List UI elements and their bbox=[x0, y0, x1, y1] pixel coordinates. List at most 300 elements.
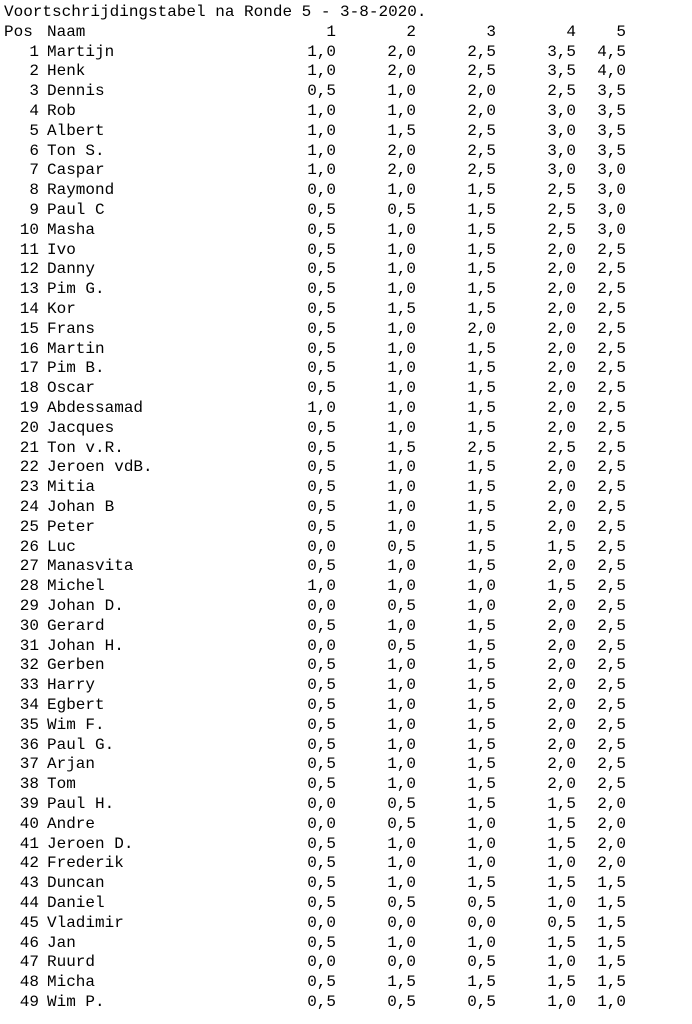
row-score-round-2: 2,0 bbox=[387, 42, 416, 61]
row-score-round-1: 1,0 bbox=[307, 141, 336, 160]
row-score-round-4: 2,0 bbox=[547, 557, 576, 576]
header-round-1: 1 bbox=[326, 22, 336, 41]
row-naam: Pim B. bbox=[47, 359, 105, 378]
row-score-round-1: 0,5 bbox=[307, 973, 336, 992]
row-score-round-3: 2,5 bbox=[467, 62, 496, 81]
row-naam: Johan H. bbox=[47, 636, 124, 655]
row-score-round-3: 1,5 bbox=[467, 676, 496, 695]
row-pos: 20 bbox=[19, 418, 39, 437]
row-score-round-5: 3,0 bbox=[597, 181, 626, 200]
header-round-3: 3 bbox=[486, 22, 496, 41]
row-score-round-3: 1,5 bbox=[467, 755, 496, 774]
row-score-round-5: 1,5 bbox=[597, 894, 626, 912]
row-score-round-2: 0,5 bbox=[387, 201, 416, 219]
row-score-round-4: 2,0 bbox=[547, 498, 576, 516]
row-score-round-2: 2,0 bbox=[387, 161, 416, 180]
row-naam: Vladimir bbox=[47, 913, 124, 932]
row-score-round-3: 1,5 bbox=[467, 478, 496, 497]
row-pos: 3 bbox=[29, 82, 39, 101]
row-naam: Frans bbox=[47, 319, 96, 338]
row-pos: 15 bbox=[19, 319, 39, 338]
row-pos: 16 bbox=[19, 339, 39, 358]
row-score-round-4: 2,0 bbox=[547, 300, 576, 318]
row-score-round-5: 2,0 bbox=[597, 834, 626, 853]
header-round-5: 5 bbox=[616, 22, 626, 41]
row-score-round-2: 1,0 bbox=[387, 181, 416, 200]
row-pos: 49 bbox=[19, 993, 39, 1011]
row-score-round-2: 1,5 bbox=[387, 121, 416, 140]
row-score-round-1: 0,5 bbox=[307, 220, 336, 239]
row-score-round-4: 2,0 bbox=[547, 359, 576, 378]
row-score-round-1: 0,5 bbox=[307, 755, 336, 774]
row-pos: 45 bbox=[19, 913, 39, 932]
row-score-round-5: 2,5 bbox=[597, 517, 626, 536]
row-pos: 36 bbox=[19, 735, 39, 754]
row-score-round-5: 2,5 bbox=[597, 240, 626, 259]
row-score-round-4: 2,0 bbox=[547, 517, 576, 536]
row-score-round-3: 1,5 bbox=[467, 973, 496, 992]
row-score-round-2: 1,5 bbox=[387, 300, 416, 318]
row-score-round-1: 0,0 bbox=[307, 537, 336, 556]
row-pos: 2 bbox=[29, 62, 39, 81]
row-score-round-4: 2,0 bbox=[547, 458, 576, 477]
row-score-round-5: 2,5 bbox=[597, 399, 626, 417]
row-pos: 40 bbox=[19, 814, 39, 833]
row-score-round-4: 2,0 bbox=[547, 478, 576, 497]
row-naam: Paul H. bbox=[47, 795, 115, 813]
row-score-round-3: 2,0 bbox=[467, 319, 496, 338]
row-score-round-5: 1,5 bbox=[597, 973, 626, 992]
row-score-round-5: 3,0 bbox=[597, 220, 626, 239]
row-naam: Peter bbox=[47, 517, 96, 536]
row-score-round-1: 0,5 bbox=[307, 775, 336, 794]
row-score-round-5: 1,5 bbox=[597, 874, 626, 893]
row-score-round-2: 1,0 bbox=[387, 577, 416, 596]
row-score-round-3: 1,5 bbox=[467, 616, 496, 635]
row-score-round-4: 2,0 bbox=[547, 696, 576, 714]
row-pos: 9 bbox=[29, 201, 39, 219]
row-score-round-4: 2,5 bbox=[547, 181, 576, 200]
row-score-round-1: 0,5 bbox=[307, 339, 336, 358]
row-score-round-1: 0,5 bbox=[307, 498, 336, 516]
row-score-round-3: 1,5 bbox=[467, 656, 496, 675]
row-score-round-3: 1,0 bbox=[467, 854, 496, 873]
row-score-round-1: 0,5 bbox=[307, 715, 336, 734]
row-score-round-2: 1,0 bbox=[387, 656, 416, 675]
header-naam: Naam bbox=[47, 22, 86, 41]
row-score-round-2: 1,5 bbox=[387, 973, 416, 992]
row-score-round-1: 0,5 bbox=[307, 359, 336, 378]
row-score-round-4: 2,5 bbox=[547, 201, 576, 219]
row-naam: Raymond bbox=[47, 181, 115, 200]
row-score-round-5: 1,0 bbox=[597, 993, 626, 1011]
row-score-round-5: 4,0 bbox=[597, 62, 626, 81]
row-score-round-4: 2,0 bbox=[547, 260, 576, 279]
row-score-round-5: 2,5 bbox=[597, 300, 626, 318]
row-score-round-3: 0,5 bbox=[467, 993, 496, 1011]
row-score-round-3: 2,5 bbox=[467, 161, 496, 180]
row-score-round-4: 2,0 bbox=[547, 280, 576, 299]
row-score-round-5: 2,5 bbox=[597, 280, 626, 299]
row-score-round-2: 1,0 bbox=[387, 399, 416, 417]
row-score-round-1: 0,0 bbox=[307, 636, 336, 655]
row-naam: Jan bbox=[47, 933, 76, 952]
row-score-round-4: 2,0 bbox=[547, 616, 576, 635]
row-pos: 31 bbox=[19, 636, 39, 655]
row-score-round-5: 3,5 bbox=[597, 121, 626, 140]
row-score-round-3: 1,5 bbox=[467, 874, 496, 893]
row-score-round-1: 0,5 bbox=[307, 319, 336, 338]
row-score-round-1: 0,5 bbox=[307, 696, 336, 714]
row-pos: 29 bbox=[19, 597, 39, 615]
row-score-round-2: 1,0 bbox=[387, 834, 416, 853]
row-naam: Abdessamad bbox=[47, 399, 144, 417]
row-score-round-5: 2,5 bbox=[597, 319, 626, 338]
row-score-round-3: 2,5 bbox=[467, 438, 496, 457]
row-naam: Michel bbox=[47, 577, 105, 596]
row-pos: 42 bbox=[19, 854, 39, 873]
row-pos: 4 bbox=[29, 102, 39, 120]
row-score-round-4: 2,0 bbox=[547, 399, 576, 417]
row-score-round-2: 0,0 bbox=[387, 953, 416, 972]
row-pos: 26 bbox=[19, 537, 39, 556]
row-naam: Tom bbox=[47, 775, 76, 794]
row-score-round-3: 0,0 bbox=[467, 913, 496, 932]
row-score-round-2: 1,0 bbox=[387, 379, 416, 398]
row-score-round-3: 1,5 bbox=[467, 240, 496, 259]
row-pos: 43 bbox=[19, 874, 39, 893]
row-score-round-1: 0,5 bbox=[307, 557, 336, 576]
row-score-round-4: 1,5 bbox=[547, 973, 576, 992]
row-score-round-4: 3,5 bbox=[547, 62, 576, 81]
row-score-round-3: 2,0 bbox=[467, 82, 496, 101]
row-score-round-2: 1,0 bbox=[387, 418, 416, 437]
row-pos: 7 bbox=[29, 161, 39, 180]
row-pos: 37 bbox=[19, 755, 39, 774]
row-pos: 46 bbox=[19, 933, 39, 952]
row-score-round-2: 1,0 bbox=[387, 775, 416, 794]
row-pos: 41 bbox=[19, 834, 39, 853]
row-score-round-1: 0,5 bbox=[307, 240, 336, 259]
row-naam: Gerard bbox=[47, 616, 105, 635]
row-naam: Ton S. bbox=[47, 141, 105, 160]
row-pos: 5 bbox=[29, 121, 39, 140]
row-pos: 14 bbox=[19, 300, 39, 318]
row-score-round-5: 3,0 bbox=[597, 161, 626, 180]
row-score-round-3: 1,5 bbox=[467, 339, 496, 358]
row-score-round-1: 0,5 bbox=[307, 458, 336, 477]
row-score-round-4: 2,0 bbox=[547, 755, 576, 774]
row-score-round-3: 1,5 bbox=[467, 220, 496, 239]
header-round-4: 4 bbox=[566, 22, 576, 41]
row-score-round-5: 2,5 bbox=[597, 359, 626, 378]
row-score-round-4: 1,0 bbox=[547, 993, 576, 1011]
row-pos: 11 bbox=[19, 240, 39, 259]
row-score-round-3: 0,5 bbox=[467, 953, 496, 972]
row-score-round-2: 1,0 bbox=[387, 458, 416, 477]
row-naam: Jacques bbox=[47, 418, 115, 437]
row-score-round-4: 3,0 bbox=[547, 161, 576, 180]
row-score-round-5: 2,5 bbox=[597, 676, 626, 695]
row-pos: 8 bbox=[29, 181, 39, 200]
row-score-round-4: 0,5 bbox=[547, 913, 576, 932]
row-naam: Rob bbox=[47, 102, 76, 120]
row-score-round-4: 1,0 bbox=[547, 854, 576, 873]
row-score-round-5: 2,5 bbox=[597, 498, 626, 516]
header-round-2: 2 bbox=[406, 22, 416, 41]
row-score-round-1: 0,5 bbox=[307, 656, 336, 675]
row-score-round-5: 2,5 bbox=[597, 696, 626, 714]
row-score-round-2: 1,0 bbox=[387, 676, 416, 695]
row-score-round-4: 2,0 bbox=[547, 676, 576, 695]
row-pos: 10 bbox=[19, 220, 39, 239]
row-score-round-1: 0,5 bbox=[307, 894, 336, 912]
row-naam: Arjan bbox=[47, 755, 96, 774]
row-score-round-1: 0,0 bbox=[307, 597, 336, 615]
row-naam: Daniel bbox=[47, 894, 105, 912]
row-score-round-2: 1,0 bbox=[387, 616, 416, 635]
row-pos: 27 bbox=[19, 557, 39, 576]
row-score-round-1: 1,0 bbox=[307, 161, 336, 180]
document-title: Voortschrijdingstabel na Ronde 5 - 3-8-2020. bbox=[4, 3, 427, 21]
row-naam: Paul G. bbox=[47, 735, 115, 754]
row-score-round-1: 1,0 bbox=[307, 121, 336, 140]
row-naam: Kor bbox=[47, 300, 76, 318]
row-score-round-5: 3,5 bbox=[597, 82, 626, 101]
row-score-round-1: 0,5 bbox=[307, 517, 336, 536]
row-score-round-2: 0,5 bbox=[387, 894, 416, 912]
row-score-round-5: 2,0 bbox=[597, 854, 626, 873]
row-pos: 34 bbox=[19, 696, 39, 714]
row-score-round-5: 2,5 bbox=[597, 557, 626, 576]
row-naam: Wim F. bbox=[47, 715, 105, 734]
row-score-round-3: 1,5 bbox=[467, 735, 496, 754]
row-pos: 17 bbox=[19, 359, 39, 378]
row-pos: 13 bbox=[19, 280, 39, 299]
row-pos: 47 bbox=[19, 953, 39, 972]
row-naam: Martijn bbox=[47, 42, 115, 61]
row-naam: Caspar bbox=[47, 161, 105, 180]
row-score-round-4: 3,0 bbox=[547, 102, 576, 120]
row-naam: Duncan bbox=[47, 874, 105, 893]
row-score-round-3: 1,0 bbox=[467, 834, 496, 853]
row-pos: 25 bbox=[19, 517, 39, 536]
row-naam: Johan D. bbox=[47, 597, 124, 615]
row-score-round-1: 0,5 bbox=[307, 300, 336, 318]
row-naam: Micha bbox=[47, 973, 96, 992]
row-score-round-2: 0,5 bbox=[387, 636, 416, 655]
row-score-round-2: 1,0 bbox=[387, 240, 416, 259]
row-score-round-3: 1,5 bbox=[467, 517, 496, 536]
row-naam: Dennis bbox=[47, 82, 105, 101]
row-score-round-5: 2,5 bbox=[597, 597, 626, 615]
row-score-round-2: 0,5 bbox=[387, 814, 416, 833]
row-score-round-2: 1,5 bbox=[387, 438, 416, 457]
row-score-round-5: 2,5 bbox=[597, 715, 626, 734]
row-score-round-1: 0,5 bbox=[307, 418, 336, 437]
row-pos: 30 bbox=[19, 616, 39, 635]
row-score-round-2: 1,0 bbox=[387, 854, 416, 873]
row-score-round-4: 2,5 bbox=[547, 220, 576, 239]
row-score-round-3: 0,5 bbox=[467, 894, 496, 912]
row-pos: 35 bbox=[19, 715, 39, 734]
row-score-round-1: 0,5 bbox=[307, 478, 336, 497]
row-naam: Luc bbox=[47, 537, 76, 556]
row-score-round-1: 1,0 bbox=[307, 42, 336, 61]
row-naam: Wim P. bbox=[47, 993, 105, 1011]
row-score-round-3: 1,5 bbox=[467, 795, 496, 813]
row-score-round-2: 1,0 bbox=[387, 319, 416, 338]
table-header-row bbox=[0, 22, 626, 43]
row-score-round-4: 2,0 bbox=[547, 656, 576, 675]
row-score-round-3: 1,5 bbox=[467, 379, 496, 398]
row-score-round-4: 1,5 bbox=[547, 537, 576, 556]
row-score-round-1: 0,5 bbox=[307, 260, 336, 279]
row-score-round-4: 2,5 bbox=[547, 82, 576, 101]
row-score-round-2: 1,0 bbox=[387, 359, 416, 378]
row-pos: 22 bbox=[19, 458, 39, 477]
row-score-round-2: 1,0 bbox=[387, 874, 416, 893]
row-pos: 39 bbox=[19, 795, 39, 813]
row-naam: Jeroen D. bbox=[47, 834, 134, 853]
row-score-round-3: 1,5 bbox=[467, 775, 496, 794]
row-naam: Pim G. bbox=[47, 280, 105, 299]
row-score-round-5: 2,5 bbox=[597, 339, 626, 358]
row-score-round-1: 0,0 bbox=[307, 795, 336, 813]
row-score-round-4: 1,0 bbox=[547, 894, 576, 912]
row-score-round-2: 2,0 bbox=[387, 62, 416, 81]
row-naam: Manasvita bbox=[47, 557, 134, 576]
row-pos: 33 bbox=[19, 676, 39, 695]
row-score-round-3: 1,5 bbox=[467, 498, 496, 516]
row-score-round-5: 4,5 bbox=[597, 42, 626, 61]
row-score-round-5: 2,5 bbox=[597, 260, 626, 279]
row-score-round-5: 1,5 bbox=[597, 933, 626, 952]
row-score-round-2: 1,0 bbox=[387, 220, 416, 239]
row-naam: Martin bbox=[47, 339, 105, 358]
row-score-round-5: 2,5 bbox=[597, 418, 626, 437]
row-score-round-5: 1,5 bbox=[597, 953, 626, 972]
row-score-round-5: 2,5 bbox=[597, 636, 626, 655]
row-score-round-3: 2,0 bbox=[467, 102, 496, 120]
row-score-round-5: 1,5 bbox=[597, 913, 626, 932]
row-score-round-2: 0,5 bbox=[387, 795, 416, 813]
row-score-round-2: 1,0 bbox=[387, 280, 416, 299]
row-score-round-5: 3,5 bbox=[597, 141, 626, 160]
row-score-round-1: 0,5 bbox=[307, 676, 336, 695]
row-score-round-2: 0,0 bbox=[387, 913, 416, 932]
row-score-round-4: 2,0 bbox=[547, 715, 576, 734]
row-score-round-3: 2,5 bbox=[467, 141, 496, 160]
row-score-round-1: 0,5 bbox=[307, 438, 336, 457]
row-score-round-4: 2,0 bbox=[547, 775, 576, 794]
row-score-round-1: 0,5 bbox=[307, 82, 336, 101]
row-naam: Paul C bbox=[47, 201, 105, 219]
row-score-round-5: 2,5 bbox=[597, 616, 626, 635]
row-score-round-4: 1,5 bbox=[547, 834, 576, 853]
row-score-round-3: 1,0 bbox=[467, 597, 496, 615]
row-score-round-4: 2,0 bbox=[547, 319, 576, 338]
row-pos: 38 bbox=[19, 775, 39, 794]
row-naam: Danny bbox=[47, 260, 96, 279]
row-score-round-3: 1,5 bbox=[467, 557, 496, 576]
row-score-round-4: 2,0 bbox=[547, 339, 576, 358]
row-score-round-4: 1,5 bbox=[547, 795, 576, 813]
row-naam: Ruurd bbox=[47, 953, 96, 972]
row-score-round-2: 1,0 bbox=[387, 339, 416, 358]
row-score-round-2: 1,0 bbox=[387, 498, 416, 516]
row-score-round-3: 1,5 bbox=[467, 399, 496, 417]
row-naam: Henk bbox=[47, 62, 86, 81]
row-pos: 23 bbox=[19, 478, 39, 497]
row-score-round-4: 2,0 bbox=[547, 240, 576, 259]
row-score-round-2: 1,0 bbox=[387, 517, 416, 536]
row-score-round-2: 1,0 bbox=[387, 102, 416, 120]
row-score-round-4: 2,0 bbox=[547, 379, 576, 398]
row-pos: 28 bbox=[19, 577, 39, 596]
row-score-round-1: 0,5 bbox=[307, 616, 336, 635]
row-naam: Masha bbox=[47, 220, 96, 239]
row-score-round-3: 1,5 bbox=[467, 181, 496, 200]
row-pos: 21 bbox=[19, 438, 39, 457]
row-score-round-2: 1,0 bbox=[387, 933, 416, 952]
row-score-round-1: 1,0 bbox=[307, 577, 336, 596]
row-score-round-5: 2,5 bbox=[597, 458, 626, 477]
row-score-round-2: 2,0 bbox=[387, 141, 416, 160]
row-score-round-3: 1,5 bbox=[467, 715, 496, 734]
row-score-round-4: 2,0 bbox=[547, 597, 576, 615]
row-score-round-2: 0,5 bbox=[387, 537, 416, 556]
row-score-round-3: 1,5 bbox=[467, 201, 496, 219]
row-score-round-4: 2,0 bbox=[547, 636, 576, 655]
row-score-round-3: 1,5 bbox=[467, 359, 496, 378]
row-naam: Gerben bbox=[47, 656, 105, 675]
row-score-round-2: 0,5 bbox=[387, 597, 416, 615]
row-score-round-3: 2,5 bbox=[467, 121, 496, 140]
row-score-round-5: 2,5 bbox=[597, 379, 626, 398]
row-score-round-5: 2,0 bbox=[597, 795, 626, 813]
row-score-round-5: 2,0 bbox=[597, 814, 626, 833]
row-score-round-2: 1,0 bbox=[387, 557, 416, 576]
row-score-round-5: 2,5 bbox=[597, 656, 626, 675]
row-score-round-3: 1,0 bbox=[467, 814, 496, 833]
row-score-round-2: 1,0 bbox=[387, 82, 416, 101]
row-naam: Johan B bbox=[47, 498, 115, 516]
row-score-round-3: 1,5 bbox=[467, 696, 496, 714]
row-score-round-3: 1,5 bbox=[467, 260, 496, 279]
row-score-round-1: 0,0 bbox=[307, 814, 336, 833]
row-pos: 32 bbox=[19, 656, 39, 675]
row-score-round-1: 0,5 bbox=[307, 993, 336, 1011]
row-score-round-1: 0,5 bbox=[307, 933, 336, 952]
row-score-round-1: 0,5 bbox=[307, 874, 336, 893]
row-score-round-3: 1,5 bbox=[467, 636, 496, 655]
row-pos: 24 bbox=[19, 498, 39, 516]
row-score-round-5: 2,5 bbox=[597, 755, 626, 774]
row-score-round-3: 1,5 bbox=[467, 537, 496, 556]
header-pos: Pos bbox=[4, 22, 33, 41]
row-pos: 6 bbox=[29, 141, 39, 160]
row-naam: Jeroen vdB. bbox=[47, 458, 153, 477]
row-naam: Ivo bbox=[47, 240, 76, 259]
row-pos: 44 bbox=[19, 894, 39, 912]
row-score-round-3: 1,5 bbox=[467, 280, 496, 299]
row-score-round-1: 0,5 bbox=[307, 280, 336, 299]
row-score-round-1: 0,0 bbox=[307, 181, 336, 200]
row-naam: Mitia bbox=[47, 478, 96, 497]
row-score-round-2: 1,0 bbox=[387, 755, 416, 774]
row-score-round-4: 2,5 bbox=[547, 438, 576, 457]
